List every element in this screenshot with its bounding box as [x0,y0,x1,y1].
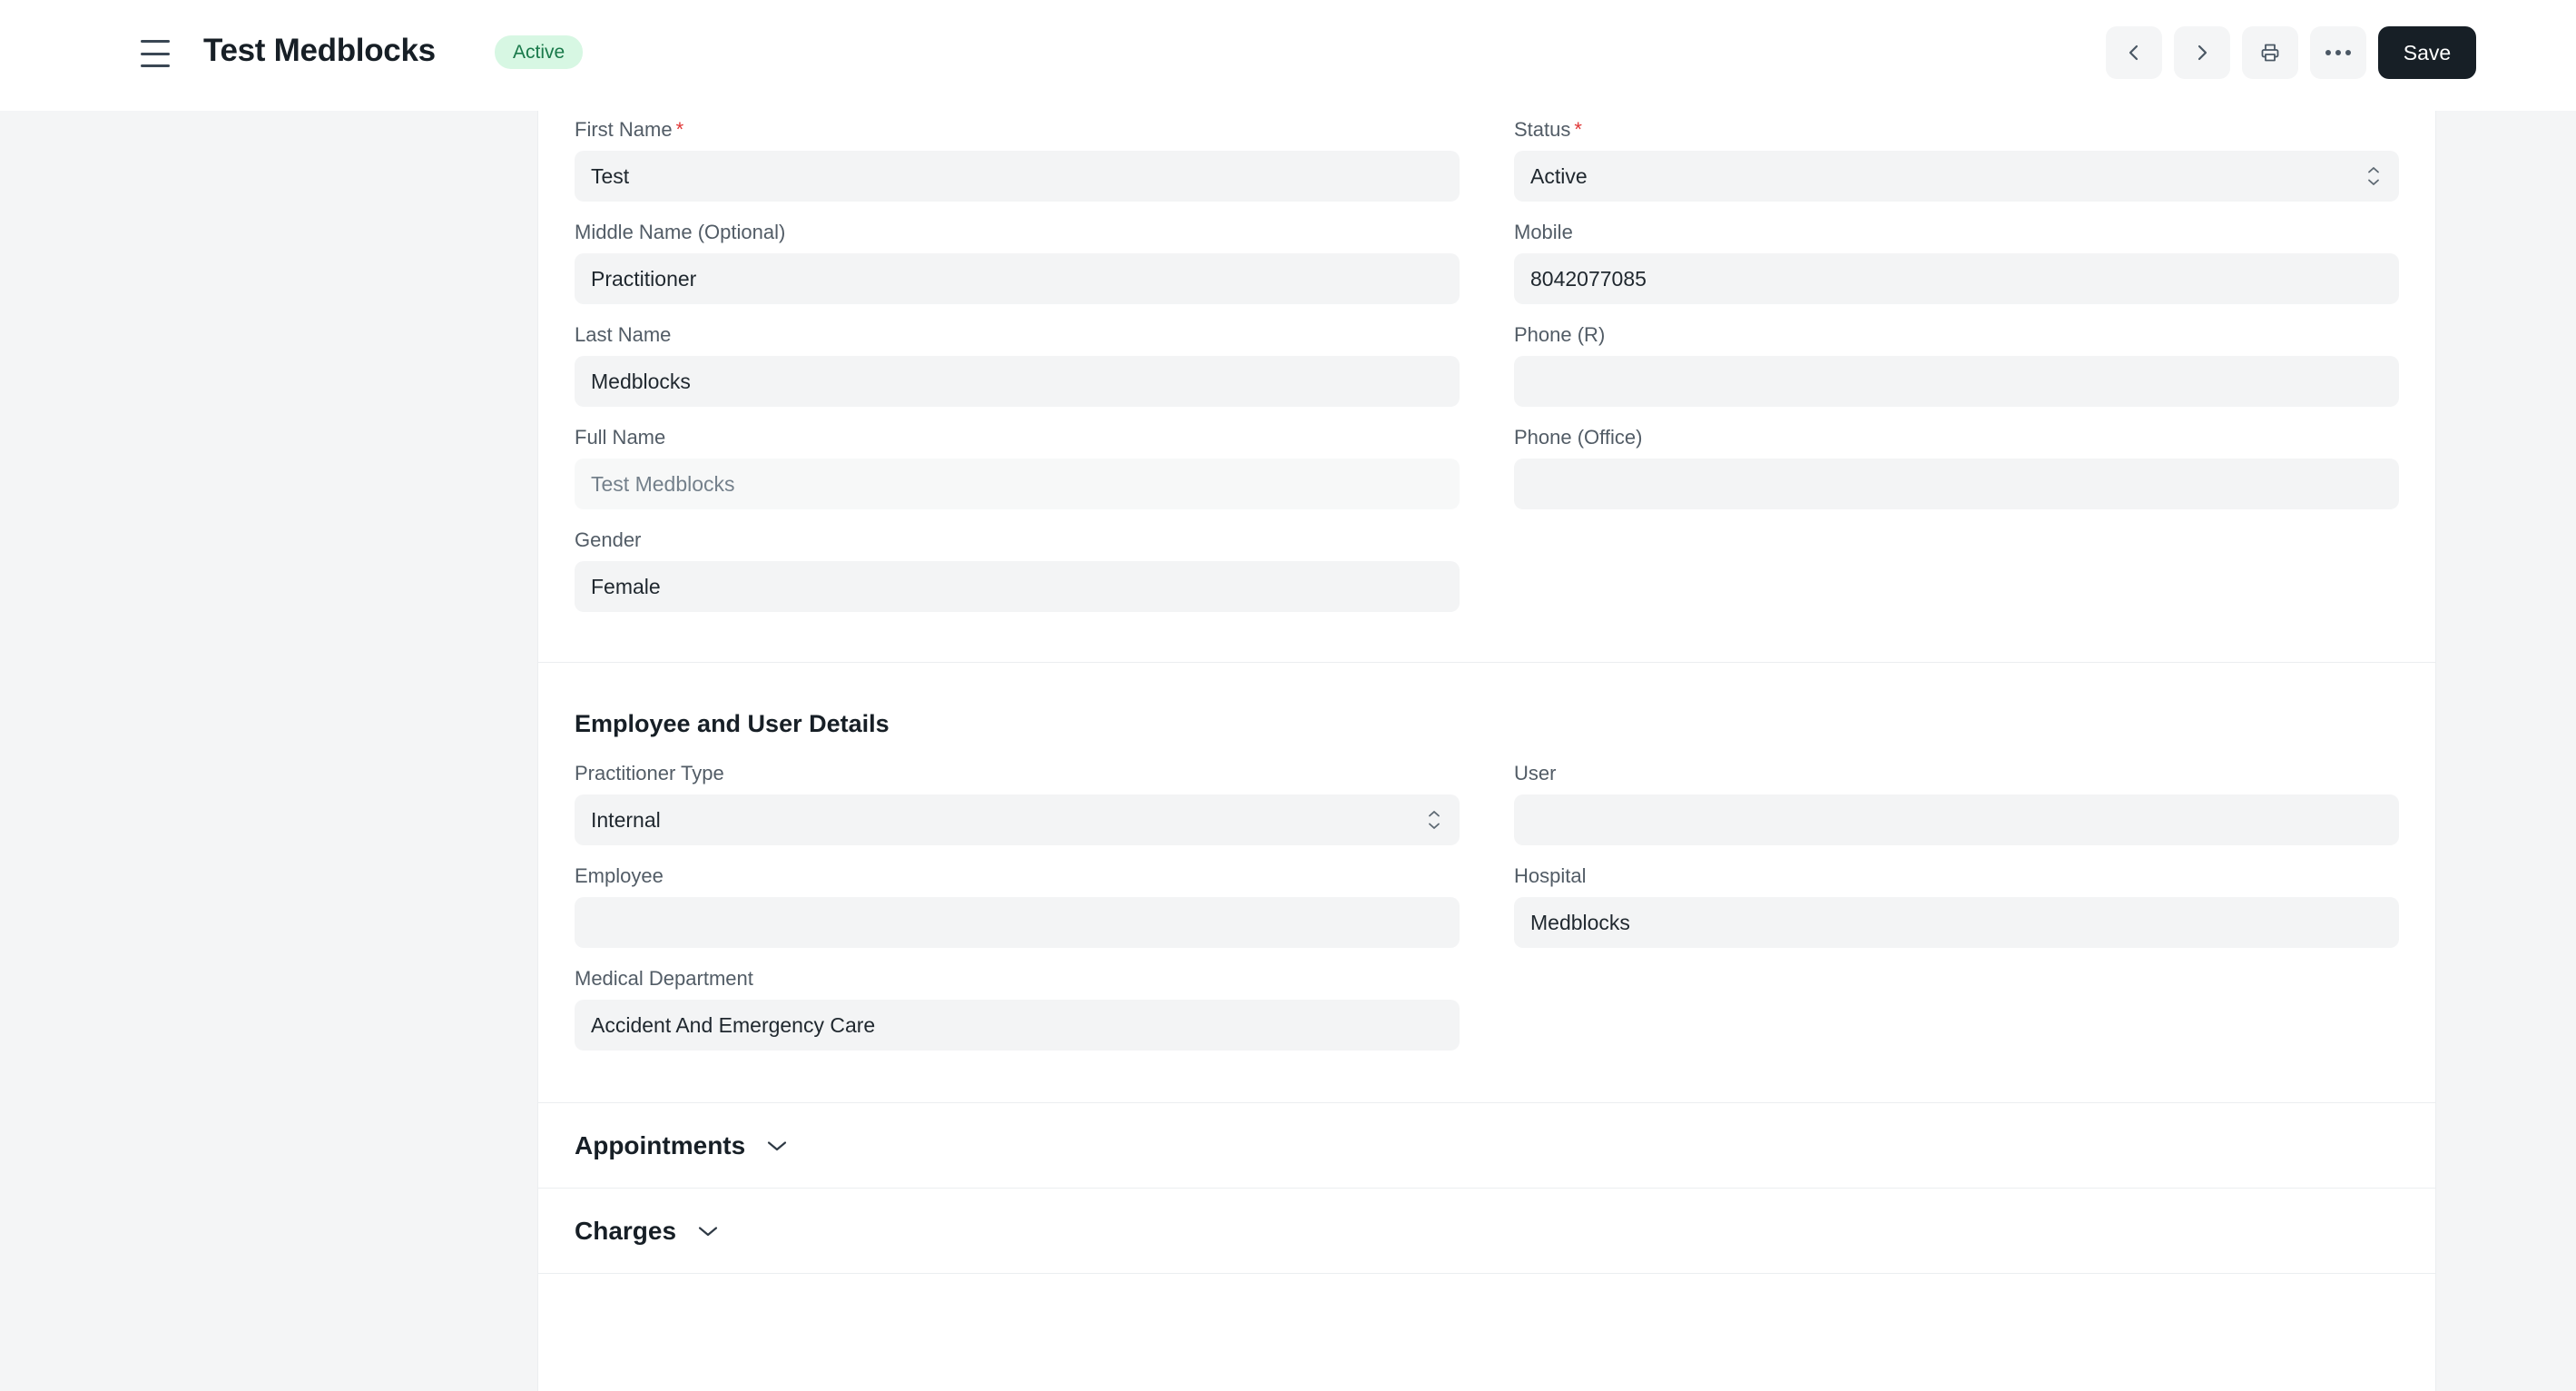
field-label: Full Name [575,426,666,449]
field-label: Middle Name (Optional) [575,221,786,243]
section-charges-title: Charges [575,1216,677,1245]
next-record-button[interactable] [2174,26,2230,79]
field-label: First Name * [575,118,684,141]
user-input[interactable] [1514,794,2399,845]
section-employee-user-details [538,663,2435,1103]
field-user [1514,762,2399,845]
middle-name-input[interactable]: Practitioner [575,253,1460,304]
form-scroll-area[interactable] [0,111,2576,1391]
chevron-down-icon [696,1224,720,1238]
field-practitioner-type [575,762,1460,845]
section-employee-left-column [575,762,1460,1070]
page-header [0,0,2576,111]
save-button[interactable]: Save [2378,26,2476,79]
medical-department-input[interactable]: Accident And Emergency Care [575,1000,1460,1051]
gender-input[interactable]: Female [575,561,1460,612]
required-marker: * [675,118,684,141]
last-name-input[interactable]: Medblocks [575,356,1460,407]
section-appointments-title: Appointments [575,1130,746,1159]
status-select[interactable]: Active [1514,151,2399,202]
section-personal-left-column [575,118,1460,631]
field-status [1514,118,2399,202]
field-label: Gender [575,528,642,551]
field-label: Hospital [1514,864,1587,887]
section-employee-right-column [1514,762,2399,1070]
field-medical-department [575,967,1460,1051]
field-phone-office [1514,426,2399,509]
form-sheet [537,111,2436,1391]
status-badge: Active [495,35,583,69]
required-marker: * [1574,118,1582,141]
field-label: User [1514,762,1557,784]
field-label: Status * [1514,118,1582,141]
field-mobile [1514,221,2399,304]
section-appointments-toggle[interactable] [538,1103,2435,1189]
chevron-down-icon [765,1139,789,1153]
chevron-right-icon [2193,44,2211,62]
field-first-name [575,118,1460,202]
hospital-input[interactable]: Medblocks [1514,897,2399,948]
field-label: Medical Department [575,967,753,990]
previous-record-button[interactable] [2106,26,2162,79]
phone-residence-input[interactable] [1514,356,2399,407]
field-label: Phone (R) [1514,323,1606,346]
field-hospital [1514,864,2399,948]
section-title: Employee and User Details [575,710,890,737]
first-name-input[interactable]: Test [575,151,1460,202]
employee-input[interactable] [575,897,1460,948]
field-phone-residence [1514,323,2399,407]
field-label: Phone (Office) [1514,426,1643,449]
field-label: Mobile [1514,221,1573,243]
phone-office-input[interactable] [1514,459,2399,509]
field-label: Practitioner Type [575,762,724,784]
section-personal-details [538,111,2435,663]
field-full-name [575,426,1460,509]
field-employee [575,864,1460,948]
print-button[interactable] [2242,26,2298,79]
section-personal-right-column [1514,118,2399,631]
mobile-input[interactable]: 8042077085 [1514,253,2399,304]
practitioner-type-select[interactable]: Internal [575,794,1460,845]
header-actions [2106,26,2476,79]
section-charges-toggle[interactable] [538,1189,2435,1274]
field-last-name [575,323,1460,407]
hamburger-menu-icon[interactable] [141,40,172,67]
ellipsis-icon [2325,50,2351,55]
field-gender [575,528,1460,612]
full-name-input: Test Medblocks [575,459,1460,509]
page-title: Test Medblocks [203,33,436,68]
more-options-button[interactable] [2310,26,2366,79]
field-label: Last Name [575,323,672,346]
field-label: Employee [575,864,664,887]
chevron-left-icon [2125,44,2143,62]
printer-icon [2259,42,2281,64]
field-middle-name [575,221,1460,304]
